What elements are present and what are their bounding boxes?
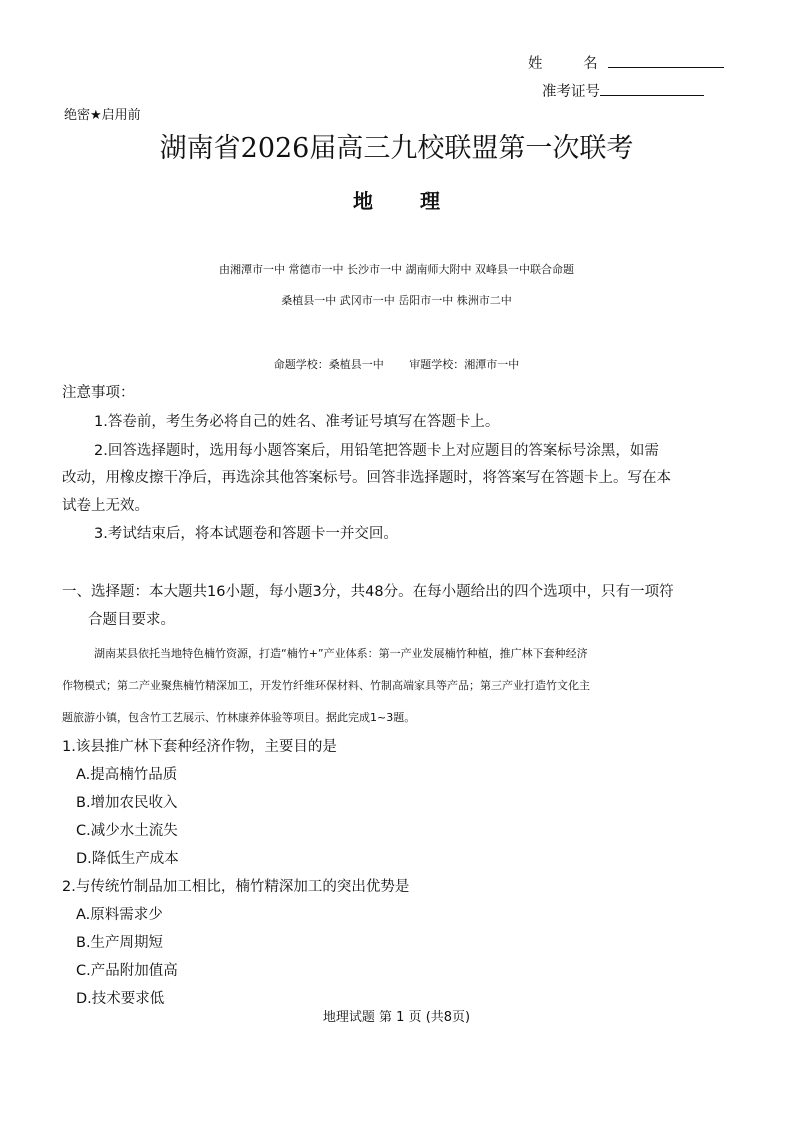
notes-heading: 注意事项： xyxy=(62,385,135,401)
name-underline xyxy=(608,67,724,68)
note-item-1: 1.答卷前，考生务必将自己的姓名、准考证号填写在答题卡上。 xyxy=(94,414,500,430)
question-1-option-d[interactable]: D.降低生产成本 xyxy=(76,851,179,867)
exam-id-label: 准考证号 xyxy=(542,84,600,100)
exam-id-underline xyxy=(600,95,704,96)
schools-line-2: 桑植县一中 武冈市一中 岳阳市一中 株洲市二中 xyxy=(281,294,512,307)
question-1-option-b[interactable]: B.增加农民收入 xyxy=(76,795,178,811)
note-item-2-line-1: 2.回答选择题时，选用每小题答案后，用铅笔把答题卡上对应题目的答案标号涂黑，如需 xyxy=(94,443,659,459)
page-title: 湖南省2026届高三九校联盟第一次联考 xyxy=(159,133,634,164)
name-field[interactable] xyxy=(528,52,724,73)
passage-line-2: 作物模式；第二产业聚焦楠竹精深加工，开发竹纤维环保材料、竹制高端家具等产品；第三产业打造竹文化主 xyxy=(62,679,590,692)
note-item-2-line-2: 改动，用橡皮擦干净后，再选涂其他答案标号。回答非选择题时，将答案写在答题卡上。写在本 xyxy=(62,470,671,486)
question-2-option-b[interactable]: B.生产周期短 xyxy=(76,935,164,951)
question-1-option-a[interactable]: A.提高楠竹品质 xyxy=(76,767,178,783)
question-2-option-a[interactable]: A.原料需求少 xyxy=(76,907,163,923)
section-heading-line-1: 一、选择题：本大题共16小题，每小题3分，共48分。在每小题给出的四个选项中，只有一项符 xyxy=(62,584,674,600)
question-2-option-d[interactable]: D.技术要求低 xyxy=(76,991,165,1007)
question-2-option-c[interactable]: C.产品附加值高 xyxy=(76,963,178,979)
passage-line-1: 湖南某县依托当地特色楠竹资源，打造“楠竹+”产业体系：第一产业发展楠竹种植，推广林下套种经济 xyxy=(94,647,588,660)
setter-schools: 命题学校：桑植县一中 审题学校：湘潭市一中 xyxy=(273,358,520,371)
question-1-stem: 1.该县推广林下套种经济作物，主要目的是 xyxy=(62,739,337,755)
passage-line-3: 题旅游小镇，包含竹工艺展示、竹林康养体验等项目。据此完成1~3题。 xyxy=(62,711,416,724)
exam-id-field[interactable] xyxy=(542,80,704,101)
question-1-option-c[interactable]: C.减少水土流失 xyxy=(76,823,178,839)
note-item-3: 3.考试结束后，将本试题卷和答题卡一并交回。 xyxy=(94,526,398,542)
question-2-stem: 2.与传统竹制品加工相比，楠竹精深加工的突出优势是 xyxy=(62,879,410,895)
page-footer: 地理试题 第 1 页 (共8页) xyxy=(322,1010,471,1025)
note-item-2-line-3: 试卷上无效。 xyxy=(62,498,149,514)
section-heading-line-2: 合题目要求。 xyxy=(88,612,175,628)
subject-title: 地 理 xyxy=(353,189,440,213)
confidential-mark: 绝密★启用前 xyxy=(64,108,141,123)
name-label: 姓 名 xyxy=(528,56,616,72)
schools-line-1: 由湘潭市一中 常德市一中 长沙市一中 湖南师大附中 双峰县一中联合命题 xyxy=(219,263,574,276)
